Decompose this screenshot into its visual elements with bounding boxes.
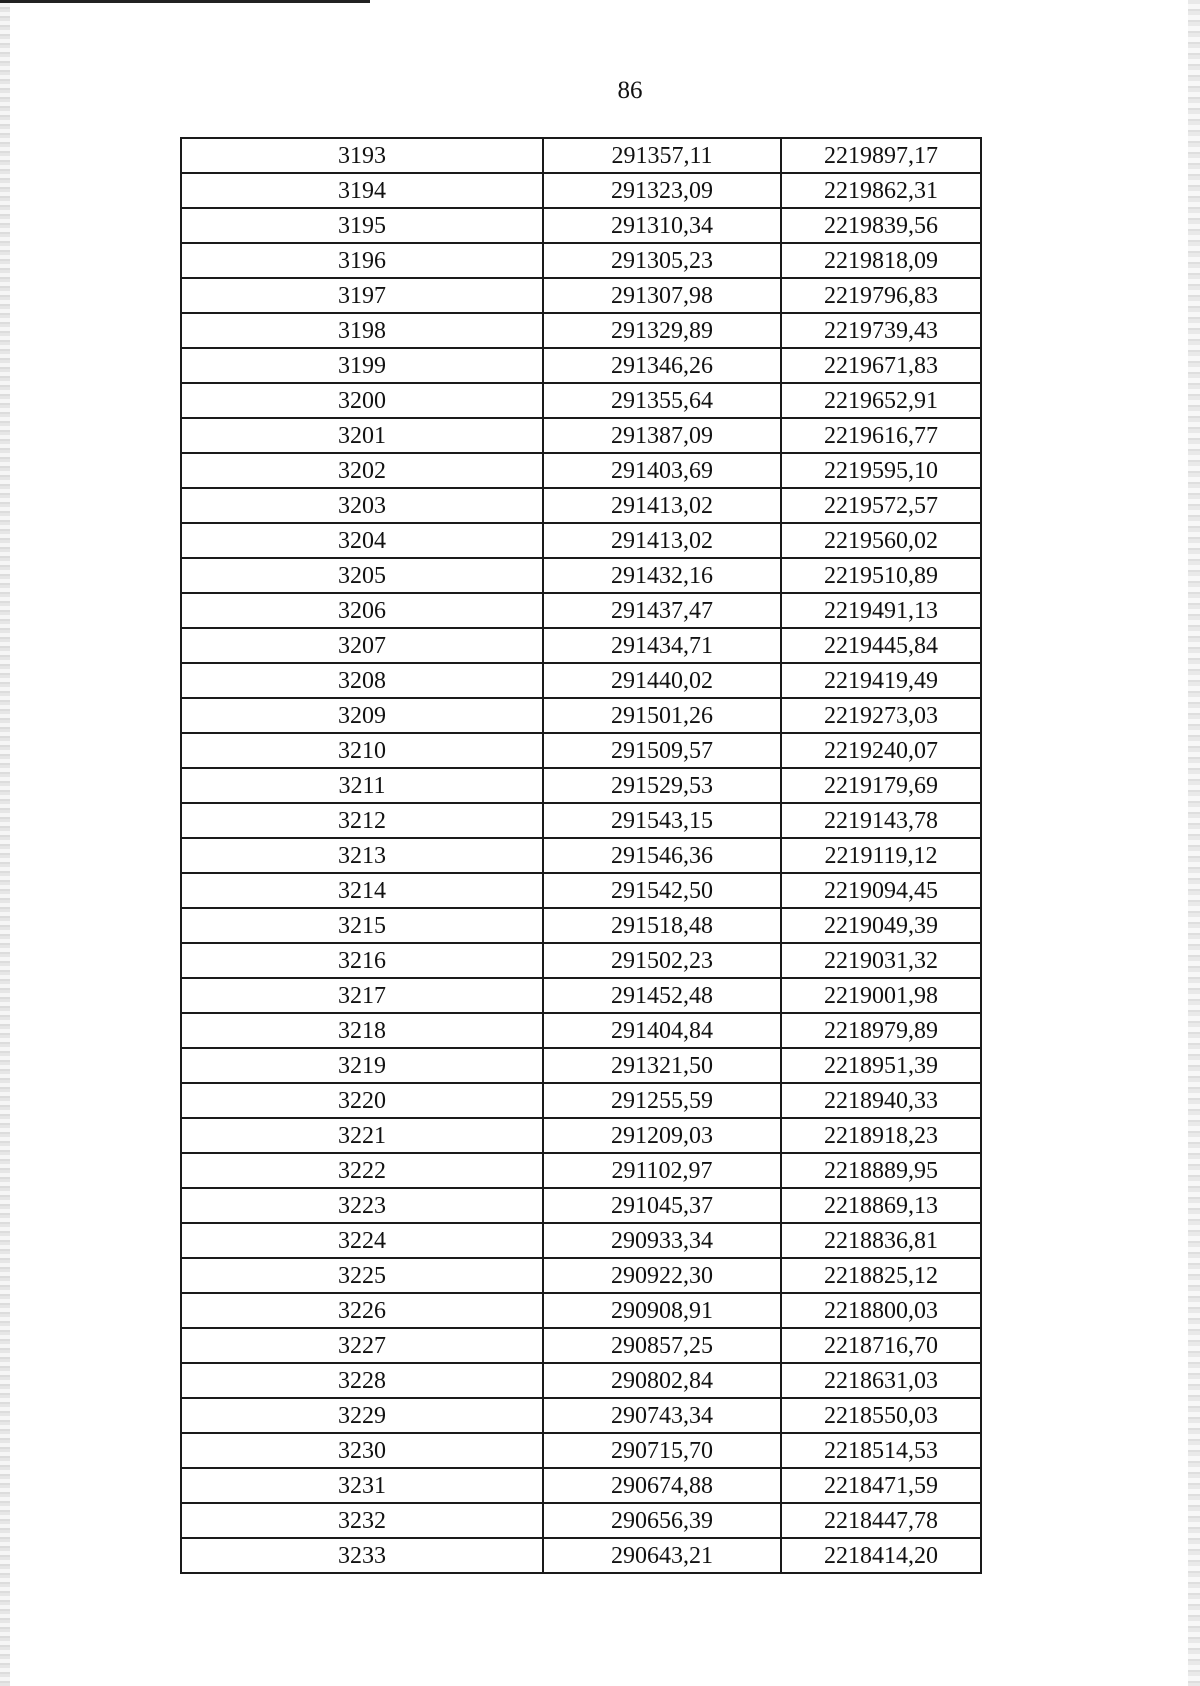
- table-row: [181, 1083, 981, 1118]
- table-row: [181, 628, 981, 663]
- point-number-cell: 3226: [181, 1293, 543, 1328]
- coordinates-table: [180, 137, 982, 1574]
- table-row: [181, 488, 981, 523]
- table-row: [181, 313, 981, 348]
- table-row: [181, 1293, 981, 1328]
- x-coordinate-cell: 291346,26: [543, 348, 781, 383]
- y-coordinate-cell: 2218631,03: [781, 1363, 981, 1398]
- x-coordinate-cell: 291255,59: [543, 1083, 781, 1118]
- y-coordinate-cell: 2219179,69: [781, 768, 981, 803]
- y-coordinate-cell: 2218471,59: [781, 1468, 981, 1503]
- x-coordinate-cell: 291403,69: [543, 453, 781, 488]
- x-coordinate-cell: 290933,34: [543, 1223, 781, 1258]
- x-coordinate-cell: 291546,36: [543, 838, 781, 873]
- x-coordinate-cell: 290802,84: [543, 1363, 781, 1398]
- point-number-cell: 3216: [181, 943, 543, 978]
- table-row: [181, 1398, 981, 1433]
- y-coordinate-cell: 2219560,02: [781, 523, 981, 558]
- table-row: [181, 558, 981, 593]
- point-number-cell: 3196: [181, 243, 543, 278]
- y-coordinate-cell: 2219572,57: [781, 488, 981, 523]
- table-row: [181, 978, 981, 1013]
- x-coordinate-cell: 291310,34: [543, 208, 781, 243]
- point-number-cell: 3217: [181, 978, 543, 1013]
- x-coordinate-cell: 291045,37: [543, 1188, 781, 1223]
- y-coordinate-cell: 2218414,20: [781, 1538, 981, 1573]
- table-row: [181, 348, 981, 383]
- x-coordinate-cell: 291543,15: [543, 803, 781, 838]
- y-coordinate-cell: 2218979,89: [781, 1013, 981, 1048]
- point-number-cell: 3233: [181, 1538, 543, 1573]
- point-number-cell: 3212: [181, 803, 543, 838]
- x-coordinate-cell: 291501,26: [543, 698, 781, 733]
- table-row: [181, 418, 981, 453]
- table-row: [181, 1118, 981, 1153]
- y-coordinate-cell: 2218951,39: [781, 1048, 981, 1083]
- y-coordinate-cell: 2219491,13: [781, 593, 981, 628]
- table-row: [181, 1223, 981, 1258]
- table-row: [181, 768, 981, 803]
- point-number-cell: 3215: [181, 908, 543, 943]
- point-number-cell: 3198: [181, 313, 543, 348]
- y-coordinate-cell: 2219616,77: [781, 418, 981, 453]
- y-coordinate-cell: 2219897,17: [781, 138, 981, 173]
- table-row: [181, 733, 981, 768]
- table-row: [181, 1258, 981, 1293]
- x-coordinate-cell: 291452,48: [543, 978, 781, 1013]
- x-coordinate-cell: 291432,16: [543, 558, 781, 593]
- y-coordinate-cell: 2218716,70: [781, 1328, 981, 1363]
- y-coordinate-cell: 2218869,13: [781, 1188, 981, 1223]
- point-number-cell: 3206: [181, 593, 543, 628]
- point-number-cell: 3197: [181, 278, 543, 313]
- x-coordinate-cell: 291404,84: [543, 1013, 781, 1048]
- y-coordinate-cell: 2219796,83: [781, 278, 981, 313]
- table-row: [181, 383, 981, 418]
- table-row: [181, 173, 981, 208]
- x-coordinate-cell: 290922,30: [543, 1258, 781, 1293]
- point-number-cell: 3205: [181, 558, 543, 593]
- y-coordinate-cell: 2219119,12: [781, 838, 981, 873]
- y-coordinate-cell: 2219273,03: [781, 698, 981, 733]
- y-coordinate-cell: 2218550,03: [781, 1398, 981, 1433]
- point-number-cell: 3218: [181, 1013, 543, 1048]
- y-coordinate-cell: 2219510,89: [781, 558, 981, 593]
- x-coordinate-cell: 290674,88: [543, 1468, 781, 1503]
- point-number-cell: 3203: [181, 488, 543, 523]
- top-rule: [0, 0, 370, 3]
- y-coordinate-cell: 2219652,91: [781, 383, 981, 418]
- y-coordinate-cell: 2219240,07: [781, 733, 981, 768]
- table-row: [181, 1013, 981, 1048]
- point-number-cell: 3195: [181, 208, 543, 243]
- point-number-cell: 3221: [181, 1118, 543, 1153]
- x-coordinate-cell: 291413,02: [543, 523, 781, 558]
- table-row: [181, 803, 981, 838]
- y-coordinate-cell: 2219049,39: [781, 908, 981, 943]
- table-row: [181, 1328, 981, 1363]
- point-number-cell: 3193: [181, 138, 543, 173]
- y-coordinate-cell: 2219818,09: [781, 243, 981, 278]
- point-number-cell: 3200: [181, 383, 543, 418]
- table-row: [181, 523, 981, 558]
- x-coordinate-cell: 291434,71: [543, 628, 781, 663]
- table-body: [181, 138, 981, 1573]
- table-row: [181, 908, 981, 943]
- x-coordinate-cell: 291518,48: [543, 908, 781, 943]
- point-number-cell: 3213: [181, 838, 543, 873]
- table-row: [181, 1153, 981, 1188]
- x-coordinate-cell: 290908,91: [543, 1293, 781, 1328]
- x-coordinate-cell: 291357,11: [543, 138, 781, 173]
- x-coordinate-cell: 291437,47: [543, 593, 781, 628]
- y-coordinate-cell: 2218800,03: [781, 1293, 981, 1328]
- x-coordinate-cell: 291102,97: [543, 1153, 781, 1188]
- point-number-cell: 3222: [181, 1153, 543, 1188]
- x-coordinate-cell: 291387,09: [543, 418, 781, 453]
- y-coordinate-cell: 2218825,12: [781, 1258, 981, 1293]
- x-coordinate-cell: 290743,34: [543, 1398, 781, 1433]
- point-number-cell: 3223: [181, 1188, 543, 1223]
- x-coordinate-cell: 291529,53: [543, 768, 781, 803]
- point-number-cell: 3202: [181, 453, 543, 488]
- point-number-cell: 3204: [181, 523, 543, 558]
- x-coordinate-cell: 291509,57: [543, 733, 781, 768]
- y-coordinate-cell: 2218889,95: [781, 1153, 981, 1188]
- y-coordinate-cell: 2219671,83: [781, 348, 981, 383]
- scan-edge-right: [1188, 0, 1200, 1686]
- y-coordinate-cell: 2219839,56: [781, 208, 981, 243]
- point-number-cell: 3225: [181, 1258, 543, 1293]
- scan-edge-left: [0, 0, 10, 1686]
- y-coordinate-cell: 2219143,78: [781, 803, 981, 838]
- point-number-cell: 3214: [181, 873, 543, 908]
- table-row: [181, 243, 981, 278]
- point-number-cell: 3229: [181, 1398, 543, 1433]
- table-row: [181, 1363, 981, 1398]
- table-row: [181, 943, 981, 978]
- x-coordinate-cell: 291209,03: [543, 1118, 781, 1153]
- point-number-cell: 3219: [181, 1048, 543, 1083]
- x-coordinate-cell: 291329,89: [543, 313, 781, 348]
- x-coordinate-cell: 291502,23: [543, 943, 781, 978]
- y-coordinate-cell: 2219445,84: [781, 628, 981, 663]
- x-coordinate-cell: 290643,21: [543, 1538, 781, 1573]
- point-number-cell: 3227: [181, 1328, 543, 1363]
- table-row: [181, 1503, 981, 1538]
- point-number-cell: 3230: [181, 1433, 543, 1468]
- x-coordinate-cell: 291307,98: [543, 278, 781, 313]
- table-row: [181, 208, 981, 243]
- table-row: [181, 663, 981, 698]
- point-number-cell: 3209: [181, 698, 543, 733]
- x-coordinate-cell: 290715,70: [543, 1433, 781, 1468]
- x-coordinate-cell: 290857,25: [543, 1328, 781, 1363]
- table-row: [181, 1188, 981, 1223]
- x-coordinate-cell: 290656,39: [543, 1503, 781, 1538]
- x-coordinate-cell: 291413,02: [543, 488, 781, 523]
- y-coordinate-cell: 2218514,53: [781, 1433, 981, 1468]
- x-coordinate-cell: 291305,23: [543, 243, 781, 278]
- table-row: [181, 698, 981, 733]
- point-number-cell: 3224: [181, 1223, 543, 1258]
- point-number-cell: 3208: [181, 663, 543, 698]
- y-coordinate-cell: 2218447,78: [781, 1503, 981, 1538]
- point-number-cell: 3207: [181, 628, 543, 663]
- table-row: [181, 838, 981, 873]
- point-number-cell: 3220: [181, 1083, 543, 1118]
- table-row: [181, 278, 981, 313]
- y-coordinate-cell: 2218836,81: [781, 1223, 981, 1258]
- x-coordinate-cell: 291323,09: [543, 173, 781, 208]
- point-number-cell: 3231: [181, 1468, 543, 1503]
- y-coordinate-cell: 2219739,43: [781, 313, 981, 348]
- y-coordinate-cell: 2219001,98: [781, 978, 981, 1013]
- point-number-cell: 3211: [181, 768, 543, 803]
- y-coordinate-cell: 2219031,32: [781, 943, 981, 978]
- y-coordinate-cell: 2218918,23: [781, 1118, 981, 1153]
- point-number-cell: 3199: [181, 348, 543, 383]
- x-coordinate-cell: 291355,64: [543, 383, 781, 418]
- y-coordinate-cell: 2218940,33: [781, 1083, 981, 1118]
- y-coordinate-cell: 2219094,45: [781, 873, 981, 908]
- x-coordinate-cell: 291321,50: [543, 1048, 781, 1083]
- y-coordinate-cell: 2219862,31: [781, 173, 981, 208]
- table-row: [181, 1468, 981, 1503]
- y-coordinate-cell: 2219595,10: [781, 453, 981, 488]
- table-row: [181, 1538, 981, 1573]
- y-coordinate-cell: 2219419,49: [781, 663, 981, 698]
- point-number-cell: 3210: [181, 733, 543, 768]
- point-number-cell: 3194: [181, 173, 543, 208]
- x-coordinate-cell: 291542,50: [543, 873, 781, 908]
- x-coordinate-cell: 291440,02: [543, 663, 781, 698]
- point-number-cell: 3228: [181, 1363, 543, 1398]
- table-row: [181, 138, 981, 173]
- point-number-cell: 3201: [181, 418, 543, 453]
- table-row: [181, 873, 981, 908]
- table-row: [181, 593, 981, 628]
- table-row: [181, 1433, 981, 1468]
- page-number: 86: [617, 77, 643, 104]
- table-row: [181, 453, 981, 488]
- table-row: [181, 1048, 981, 1083]
- point-number-cell: 3232: [181, 1503, 543, 1538]
